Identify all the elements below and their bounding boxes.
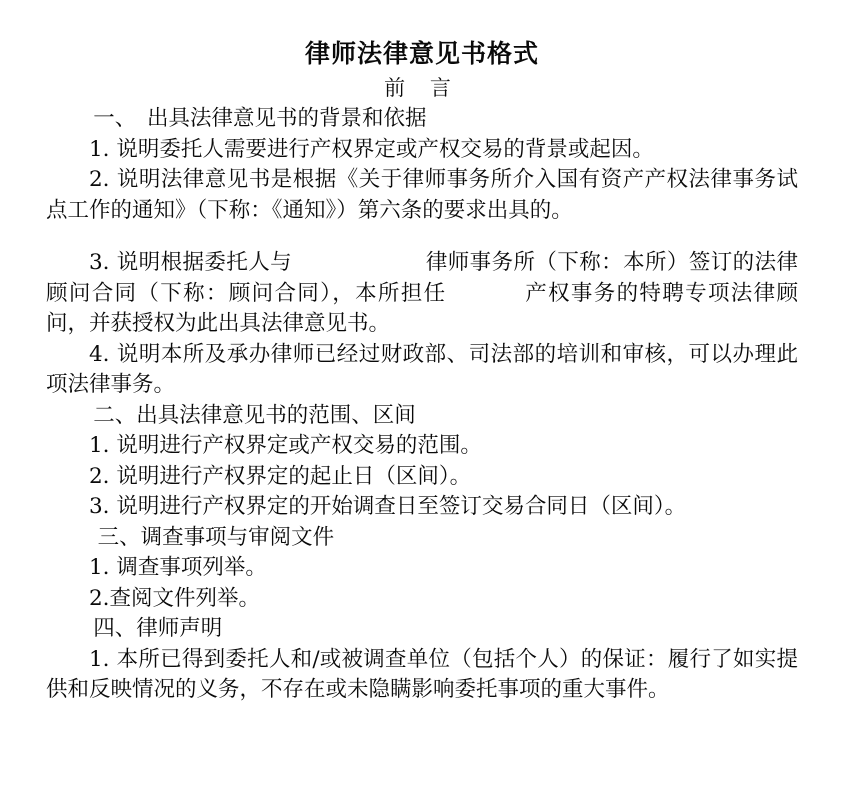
paragraph-3-2: 2.查阅文件列举。 xyxy=(89,585,261,611)
paragraph-1-3 xyxy=(46,248,798,340)
page-title: 律师法律意见书格式 xyxy=(304,39,539,68)
paragraph-2-2: 2. 说明进行产权界定的起止日（区间）。 xyxy=(89,463,472,489)
paragraph-1-4: 4. 说明本所及承办律师已经过财政部、司法部的培训和审核，可以办理此项法律事务。 xyxy=(46,341,798,398)
paragraph-1-2: 2. 说明法律意见书是根据《关于律师事务所介入国有资产产权法律事务试点工作的通知》（下称：《通知》）第六条的要求出具的。 xyxy=(46,167,798,223)
section-heading-four: 四、律师声明 xyxy=(93,616,223,642)
paragraph-2-3: 3. 说明进行产权界定的开始调查日至签订交易合同日（区间）。 xyxy=(89,494,687,520)
section-heading-three: 三、调查事项与审阅文件 xyxy=(97,524,335,550)
paragraph-1-3-part-a: 3. 说明根据委托人与 xyxy=(89,250,293,276)
paragraph-1-3-part-c: 产权事务的特聘专项法律顾问，并获授权为此出具法律意见书。 xyxy=(46,280,798,337)
paragraph-4-1: 1. 本所已得到委托人和/或被调查单位（包括个人）的保证：履行了如实提供和反映情况的义务，不存在或未隐瞒影响委托事项的重大事件。 xyxy=(46,646,798,703)
document-subtitle: 前 言 xyxy=(384,75,460,100)
paragraph-3-1: 1. 调查事项列举。 xyxy=(89,555,267,581)
document-body xyxy=(46,104,798,706)
paragraph-2-1: 1. 说明进行产权界定或产权交易的范围。 xyxy=(89,433,482,459)
paragraph-1-1: 1. 说明委托人需要进行产权界定或产权交易的背景或起因。 xyxy=(89,136,654,162)
section-heading-two: 二、出具法律意见书的范围、区间 xyxy=(93,402,416,428)
paragraph-1-3-part-b: 律师事务所（下称：本所）签订的法律顾问合同（下称：顾问合同），本所担任 xyxy=(46,250,798,306)
section-heading-one: 一、 出具法律意见书的背景和依据 xyxy=(93,106,427,132)
